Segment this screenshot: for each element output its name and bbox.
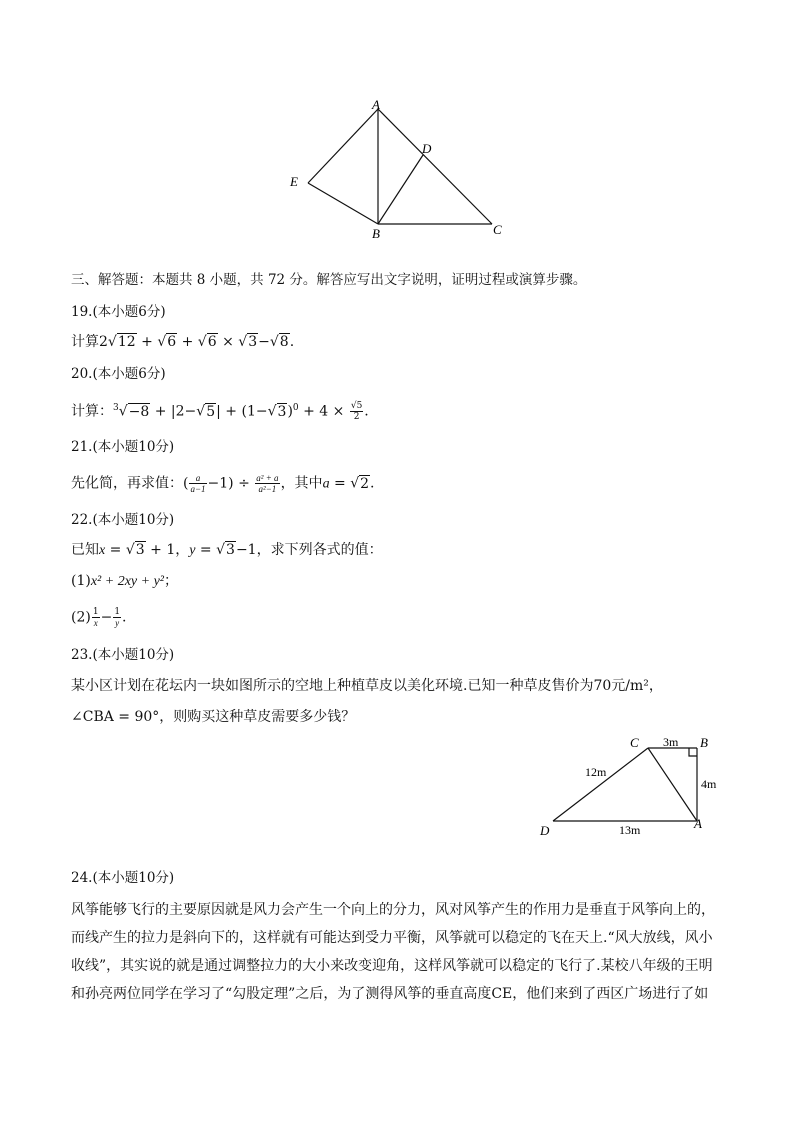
q23-text-line-2: ∠CBA = 90°，则购买这种草皮需要多少钱？ — [71, 709, 356, 725]
quadrilateral-figure-2 — [530, 730, 730, 842]
label-a-2: A — [694, 816, 702, 831]
q20-heading: 20.(本小题6分) — [71, 366, 166, 382]
segment-eb — [308, 183, 378, 224]
label-c-2: C — [630, 735, 639, 750]
segment-ac — [378, 109, 492, 224]
section-3-heading: 三、解答题：本题共 8 小题，共 72 分。解答应写出文字说明，证明过程或演算步骤。 — [71, 272, 587, 288]
label-a: A — [372, 97, 380, 112]
triangle-figure-1 — [280, 95, 510, 245]
q20-expression: 计算：$^3√-8 + |2-√5| + (1-√3)^0 + 4$ × $\frac{√5}{2}$ . — [71, 401, 369, 423]
length-ba: 4m — [701, 777, 717, 791]
label-d: D — [422, 141, 432, 156]
q21-expression: 先化简，再求值：( $\frac{a}{a-1}$ −1) ÷ $\frac{\text{a² + a}}{\text{a²−1}}$ ，其中a = √2. — [71, 473, 375, 494]
label-b-2: B — [700, 735, 708, 750]
segment-ae — [308, 109, 378, 183]
q24-heading: 24.(本小题10分) — [71, 870, 175, 886]
segment-ca — [648, 748, 697, 821]
label-d-2: D — [540, 823, 550, 838]
q19-heading: 19.(本小题6分) — [71, 304, 166, 320]
q23-text-line-1: 某小区计划在花坛内一块如图所示的空地上种植草皮以美化环境.已知一种草皮售价为70元/m²， — [71, 678, 663, 694]
q22-given: 已知x = √3 + 1，y = √3−1，求下列各式的值： — [71, 542, 383, 558]
length-da: 13m — [619, 823, 641, 837]
label-c: C — [493, 222, 502, 237]
label-b: B — [372, 226, 380, 241]
q22-part-1: (1)x² + 2xy + y²； — [71, 573, 178, 589]
q24-text: 风筝能够飞行的主要原因就是风力会产生一个向上的分力，风对风筝产生的作用力是垂直于风筝向上的，而线产生的拉力是斜向下的，这样就有可能达到受力平衡，风筝就可以稳定的飞在天上.“风大放线，风小收线”，其实说的就是通过调整拉力的大小来改变迎角，这样风筝就可以稳定的飞行了.某校八年级的王明和孙亮两位同学在学习了“勾股定理”之后，为了测得风筝的垂直高度CE，他们来到了西区广场进行了如 — [71, 902, 715, 1002]
right-angle-mark — [689, 748, 697, 756]
q22-part-2: (2) $\frac{1}{x}$ − $\frac{1}{y}$ . — [71, 607, 127, 628]
q23-heading: 23.(本小题10分) — [71, 647, 175, 663]
q19-expression: 计算2√12 + √6 + √6 × √3−√8. — [71, 334, 295, 350]
length-cb: 3m — [663, 735, 679, 749]
length-cd: 12m — [585, 765, 607, 779]
segment-cd — [553, 748, 648, 821]
q21-heading: 21.(本小题10分) — [71, 439, 175, 455]
q22-heading: 22.(本小题10分) — [71, 512, 175, 528]
segment-bd — [378, 155, 423, 224]
label-e: E — [290, 174, 298, 189]
